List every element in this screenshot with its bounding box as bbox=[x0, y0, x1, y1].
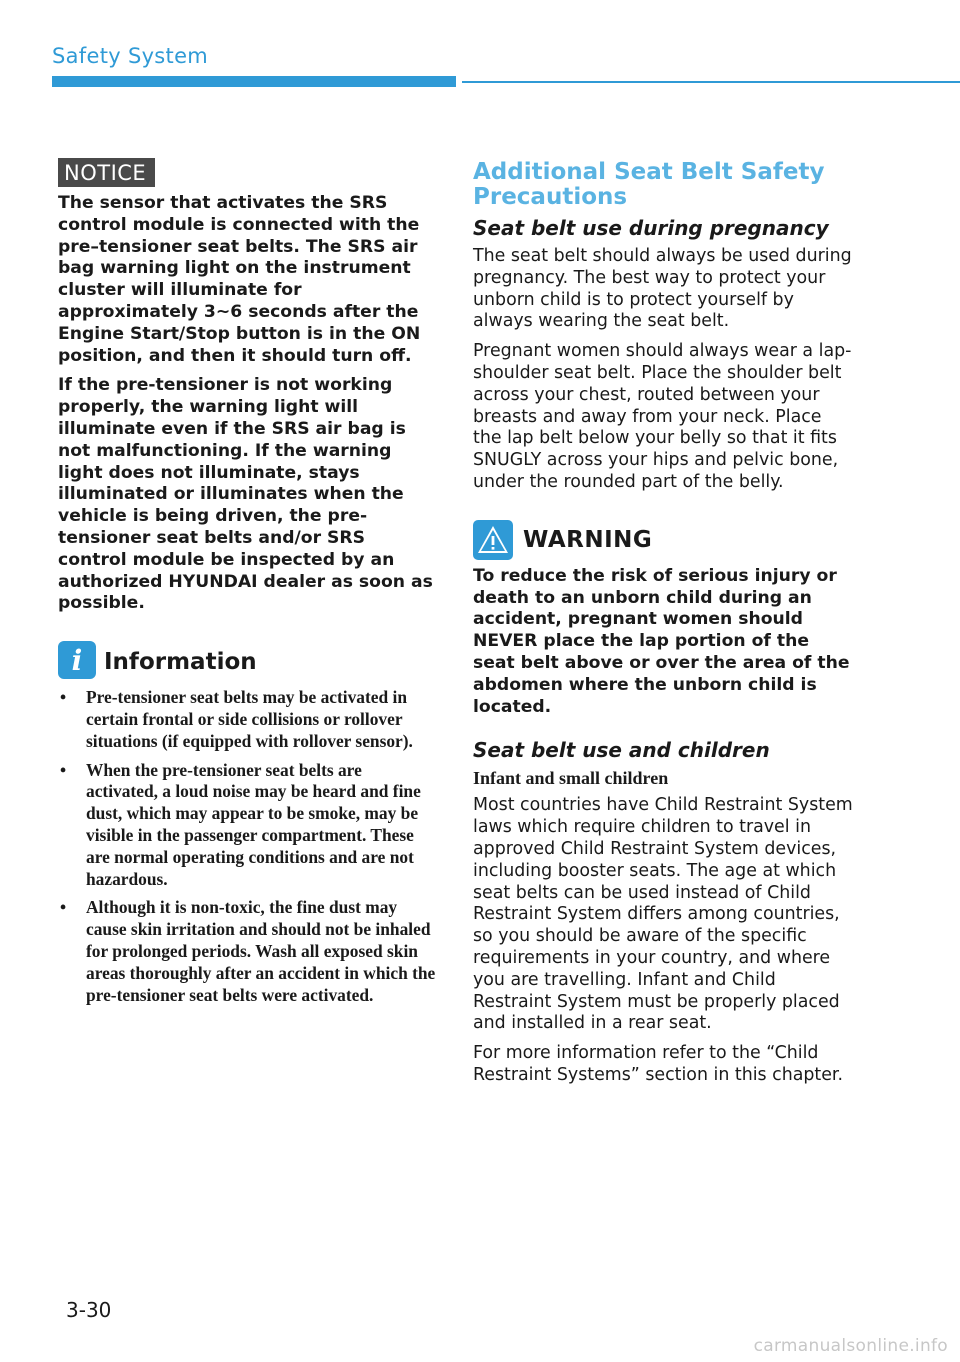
children-subtitle: Seat belt use and children bbox=[473, 738, 770, 763]
pregnancy-paragraph-1: The seat belt should always be used during pregnancy. The best way to protect your unborn child is to protect yourself by always wearing the seat belt. bbox=[473, 246, 852, 332]
header-bar-thick bbox=[52, 76, 456, 87]
watermark: carmanualsonline.info bbox=[753, 1336, 948, 1356]
infant-subheading: Infant and small children bbox=[473, 768, 669, 789]
warning-title: WARNING bbox=[523, 526, 653, 553]
header-bar-thin bbox=[462, 81, 960, 83]
right-column bbox=[473, 160, 853, 1095]
notice-label: NOTICE bbox=[58, 158, 155, 187]
list-item: • Although it is non-toxic, the fine dust may cause skin irritation and should not be inhaled for prolonged periods. Wash all exposed skin areas thoroughly after an accident in which the pre-tensioner seat belts were activated. bbox=[60, 897, 436, 1005]
pregnancy-paragraph-2: Pregnant women should always wear a lap-shoulder seat belt. Place the shoulder belt across your chest, routed between your breasts and away from your neck. Place the lap belt below your belly so that it fits SNUGLY across your hips and pelvic bone, under the rounded part of the belly. bbox=[473, 341, 852, 492]
info-icon: i bbox=[58, 641, 96, 679]
children-paragraph-1: Most countries have Child Restraint System laws which require children to travel in approved Child Restraint System devices, including booster seats. The age at which seat belts can be used instead of Child Restraint System differs among countries, so you should be aware of the specific requirements in your country, and where you are travelling. Infant and Child Restraint System must be properly placed and installed in a rear seat. bbox=[473, 795, 853, 1034]
warning-text: To reduce the risk of serious injury or death to an unborn child during an accident, pregnant women should NEVER place the lap portion of the seat belt above or over the area of the abdomen where the unborn child is located. bbox=[473, 565, 850, 717]
children-paragraph-2: For more information refer to the “Child Restraint Systems” section in this chapter. bbox=[473, 1043, 844, 1085]
notice-paragraph-1: The sensor that activates the SRS control module is connected with the pre–tensioner seat belts. The SRS air bag warning light on the instrument cluster will illuminate for approximately 3~6 seconds after the Engine Start/Stop button is in the ON position, and then it should turn off. bbox=[58, 193, 421, 366]
page-header-title: Safety System bbox=[52, 44, 209, 68]
warning-triangle-icon bbox=[473, 520, 513, 560]
left-column bbox=[58, 158, 436, 1013]
information-title: Information bbox=[104, 649, 257, 676]
warning-heading bbox=[473, 520, 853, 560]
information-list bbox=[58, 687, 436, 1006]
page-number: 3-30 bbox=[66, 1298, 112, 1322]
information-heading bbox=[58, 641, 436, 679]
notice-paragraph-2: If the pre-tensioner is not working properly, the warning light will illuminate even if the SRS air bag is not malfunctioning. If the warning light does not illuminate, stays illuminated or illuminates when the vehicle is being driven, the pre-tensioner seat belts and/or SRS control module be inspected by an authorized HYUNDAI dealer as soon as possible. bbox=[58, 375, 433, 614]
section-title: Additional Seat Belt Safety Precautions bbox=[473, 159, 825, 210]
list-item: • Pre-tensioner seat belts may be activated in certain frontal or side collisions or rollover situations (if equipped with rollover sensor). bbox=[60, 687, 413, 751]
pregnancy-subtitle: Seat belt use during pregnancy bbox=[473, 216, 829, 240]
list-item: • When the pre-tensioner seat belts are activated, a loud noise may be heard and fine dust, which may appear to be smoke, may be visible in the passenger compartment. These are normal operating conditions and are not hazardous. bbox=[60, 759, 421, 889]
